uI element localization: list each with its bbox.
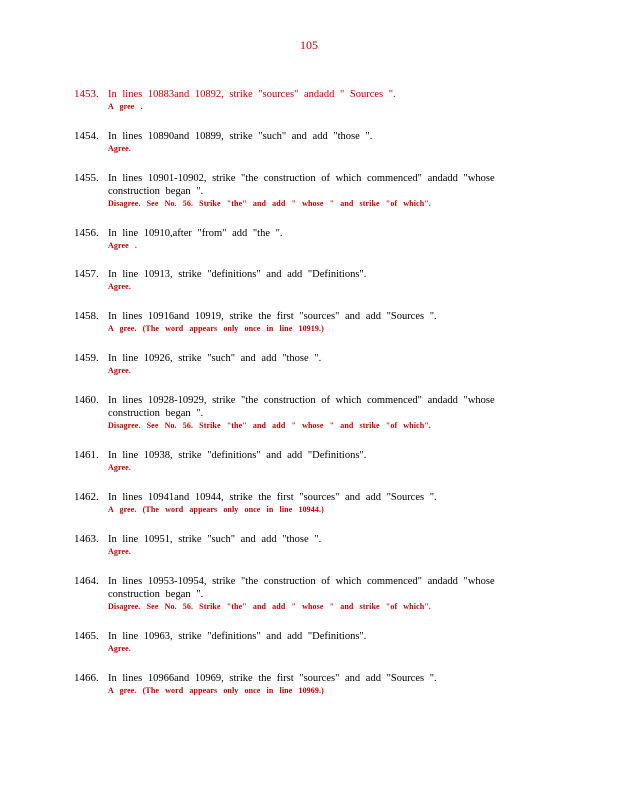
entry-line: In lines 10883and 10892, strike "sources" andadd " Sources ". xyxy=(108,89,396,100)
entry-note: Agree. xyxy=(108,144,131,153)
entry-number: 1453. xyxy=(74,88,99,100)
entry-line: In lines 10890and 10899, strike "such" and add "those ". xyxy=(108,131,373,142)
entry-note: Disagree. See No. 56. Strike "the" and add " whose " and strike "of which". xyxy=(108,602,431,611)
entry-note: A gree . xyxy=(108,102,143,111)
entry-number: 1456. xyxy=(74,227,99,239)
entry-number: 1465. xyxy=(74,630,99,642)
entry-text xyxy=(108,130,523,155)
entry-line: In line 10913, strike "definitions" and add "Definitions". xyxy=(108,269,367,280)
entry-line-2: construction began ". xyxy=(108,589,204,600)
entry-text xyxy=(108,394,523,432)
entry-note: Agree. xyxy=(108,463,131,472)
entry-number: 1463. xyxy=(74,533,99,545)
entry-line: In line 10926, strike "such" and add "those ". xyxy=(108,353,322,364)
entry-line-2: construction began ". xyxy=(108,186,204,197)
entry-number: 1455. xyxy=(74,172,99,184)
entry-line: In lines 10916and 10919, strike the first "sources" and add "Sources ". xyxy=(108,311,437,322)
entry-line: In line 10938, strike "definitions" and add "Definitions". xyxy=(108,450,367,461)
entry-text xyxy=(108,310,523,335)
entry-number: 1459. xyxy=(74,352,99,364)
entry-number: 1462. xyxy=(74,491,99,503)
entry-note: Agree. xyxy=(108,282,131,291)
entry-note: A gree. (The word appears only once in line 10944.) xyxy=(108,505,324,514)
entry-text xyxy=(108,172,523,210)
entry-number: 1458. xyxy=(74,310,99,322)
entry-line: In line 10910,after "from" add "the ". xyxy=(108,228,283,239)
entry-text xyxy=(108,352,523,377)
entry-text xyxy=(108,630,523,655)
entry-line: In lines 10928-10929, strike "the construction of which commenced" andadd "whose xyxy=(108,395,495,406)
entry-number: 1460. xyxy=(74,394,99,406)
entry-note: Agree. xyxy=(108,644,131,653)
entry-text xyxy=(108,449,523,474)
entry-number: 1464. xyxy=(74,575,99,587)
entry-note: A gree. (The word appears only once in line 10919.) xyxy=(108,324,324,333)
entry-note: Agree . xyxy=(108,241,137,250)
entry-number: 1466. xyxy=(74,672,99,684)
entry-text xyxy=(108,227,523,252)
entry-note: Agree. xyxy=(108,547,131,556)
entry-text xyxy=(108,672,523,697)
entry-note: Agree. xyxy=(108,366,131,375)
entry-line: In line 10951, strike "such" and add "those ". xyxy=(108,534,322,545)
entry-number: 1454. xyxy=(74,130,99,142)
page-number: 105 xyxy=(300,38,318,52)
entry-number: 1461. xyxy=(74,449,99,461)
entry-line: In line 10963, strike "definitions" and add "Definitions". xyxy=(108,631,367,642)
entry-text xyxy=(108,533,523,558)
entry-number: 1457. xyxy=(74,268,99,280)
entry-text xyxy=(108,575,523,613)
entry-line-2: construction began ". xyxy=(108,408,204,419)
entry-text xyxy=(108,88,523,113)
entry-line: In lines 10941and 10944, strike the first "sources" and add "Sources ". xyxy=(108,492,437,503)
entry-line: In lines 10953-10954, strike "the construction of which commenced" andadd "whose xyxy=(108,576,495,587)
entry-line: In lines 10966and 10969, strike the first "sources" and add "Sources ". xyxy=(108,673,437,684)
entry-line: In lines 10901-10902, strike "the construction of which commenced" andadd "whose xyxy=(108,173,495,184)
entry-note: A gree. (The word appears only once in line 10969.) xyxy=(108,686,324,695)
entry-note: Disagree. See No. 56. Strike "the" and add " whose " and strike "of which". xyxy=(108,199,431,208)
entry-text xyxy=(108,491,523,516)
entry-text xyxy=(108,268,523,293)
entry-note: Disagree. See No. 56. Strike "the" and add " whose " and strike "of which". xyxy=(108,421,431,430)
